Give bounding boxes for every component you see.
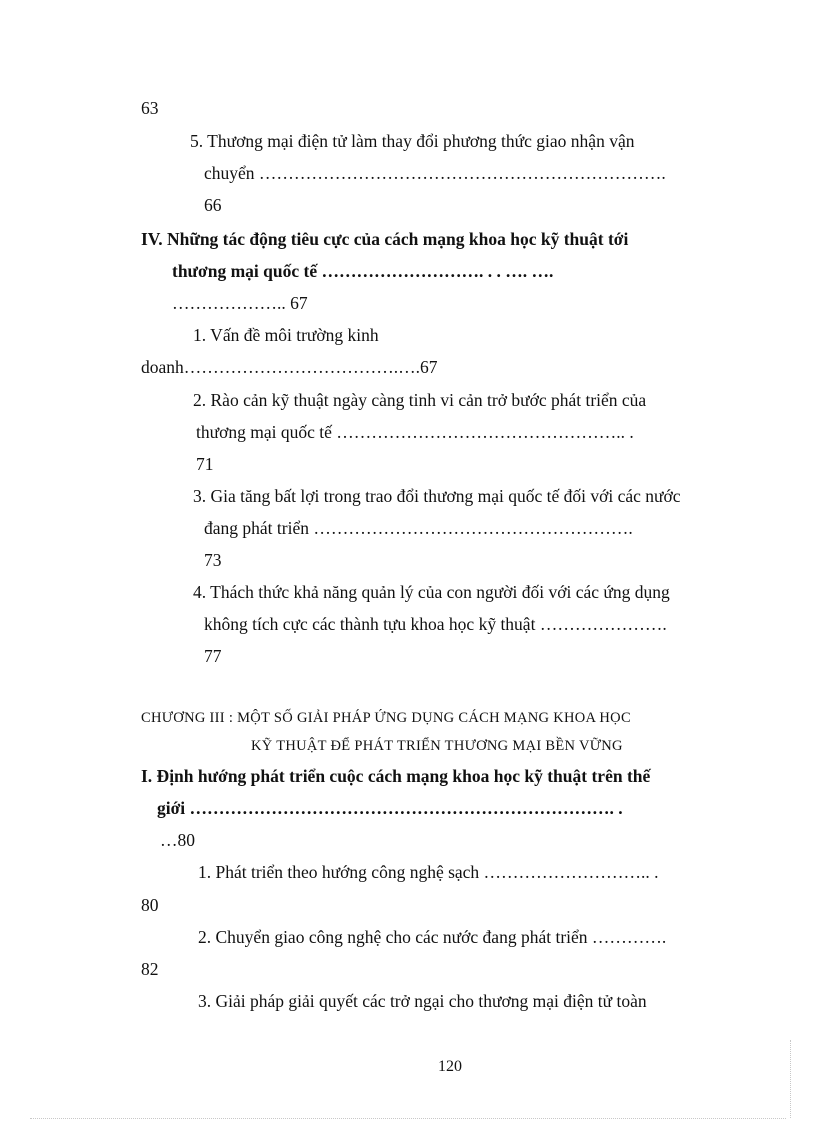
toc-item: 1. Vấn đề môi trường kinh xyxy=(193,325,379,345)
toc-section-heading-continuation: giới ………………………………………………………………. . xyxy=(157,798,623,818)
toc-item: 5. Thương mại điện tử làm thay đổi phương thức giao nhận vận xyxy=(190,131,635,151)
toc-item: 3. Gia tăng bất lợi trong trao đổi thương mại quốc tế đối với các nước xyxy=(193,486,681,506)
toc-page-ref: 82 xyxy=(141,959,159,979)
toc-item: 3. Giải pháp giải quyết các trở ngại cho thương mại điện tử toàn xyxy=(198,991,647,1011)
toc-page-ref: 77 xyxy=(204,646,222,666)
toc-item: 2. Chuyển giao công nghệ cho các nước đang phát triển …………. xyxy=(198,927,667,947)
page-border-bottom xyxy=(30,1118,786,1119)
page-number: 120 xyxy=(438,1058,462,1075)
toc-item-continuation: thương mại quốc tế ………………………………………….. . xyxy=(196,422,634,442)
chapter-title: CHƯƠNG III : MỘT SỐ GIẢI PHÁP ỨNG DỤNG CÁCH MẠNG KHOA HỌC xyxy=(141,710,631,726)
toc-page-ref: 80 xyxy=(141,895,159,915)
toc-item-continuation: đang phát triển ………………………………………………. xyxy=(204,518,633,538)
toc-page-ref: 63 xyxy=(141,98,159,118)
toc-item: 4. Thách thức khả năng quản lý của con người đối với các ứng dụng xyxy=(193,582,670,602)
chapter-title-continuation: KỸ THUẬT ĐỂ PHÁT TRIỂN THƯƠNG MẠI BỀN VỮNG xyxy=(251,738,623,754)
toc-page-ref: 66 xyxy=(204,195,222,215)
toc-section-heading: I. Định hướng phát triển cuộc cách mạng khoa học kỹ thuật trên thế xyxy=(141,766,651,786)
toc-item: 2. Rào cản kỹ thuật ngày càng tinh vi cản trở bước phát triển của xyxy=(193,390,647,410)
toc-page-ref: 73 xyxy=(204,550,222,570)
toc-item-continuation: doanh……………………………….….67 xyxy=(141,357,438,377)
toc-page-ref: …80 xyxy=(160,830,195,850)
toc-section-heading-continuation: thương mại quốc tế ………………………. . . …. …. xyxy=(172,261,554,281)
toc-page-ref: 71 xyxy=(196,454,214,474)
toc-page-ref: ……………….. 67 xyxy=(172,293,308,313)
toc-section-heading: IV. Những tác động tiêu cực của cách mạng khoa học kỹ thuật tới xyxy=(141,229,629,249)
toc-item-continuation: chuyển ……………………………………………………………. xyxy=(204,163,666,183)
toc-item-continuation: không tích cực các thành tựu khoa học kỹ thuật …………………. xyxy=(204,614,667,634)
page-border-right xyxy=(790,1040,791,1118)
toc-item: 1. Phát triển theo hướng công nghệ sạch ……………………….. . xyxy=(198,862,659,882)
